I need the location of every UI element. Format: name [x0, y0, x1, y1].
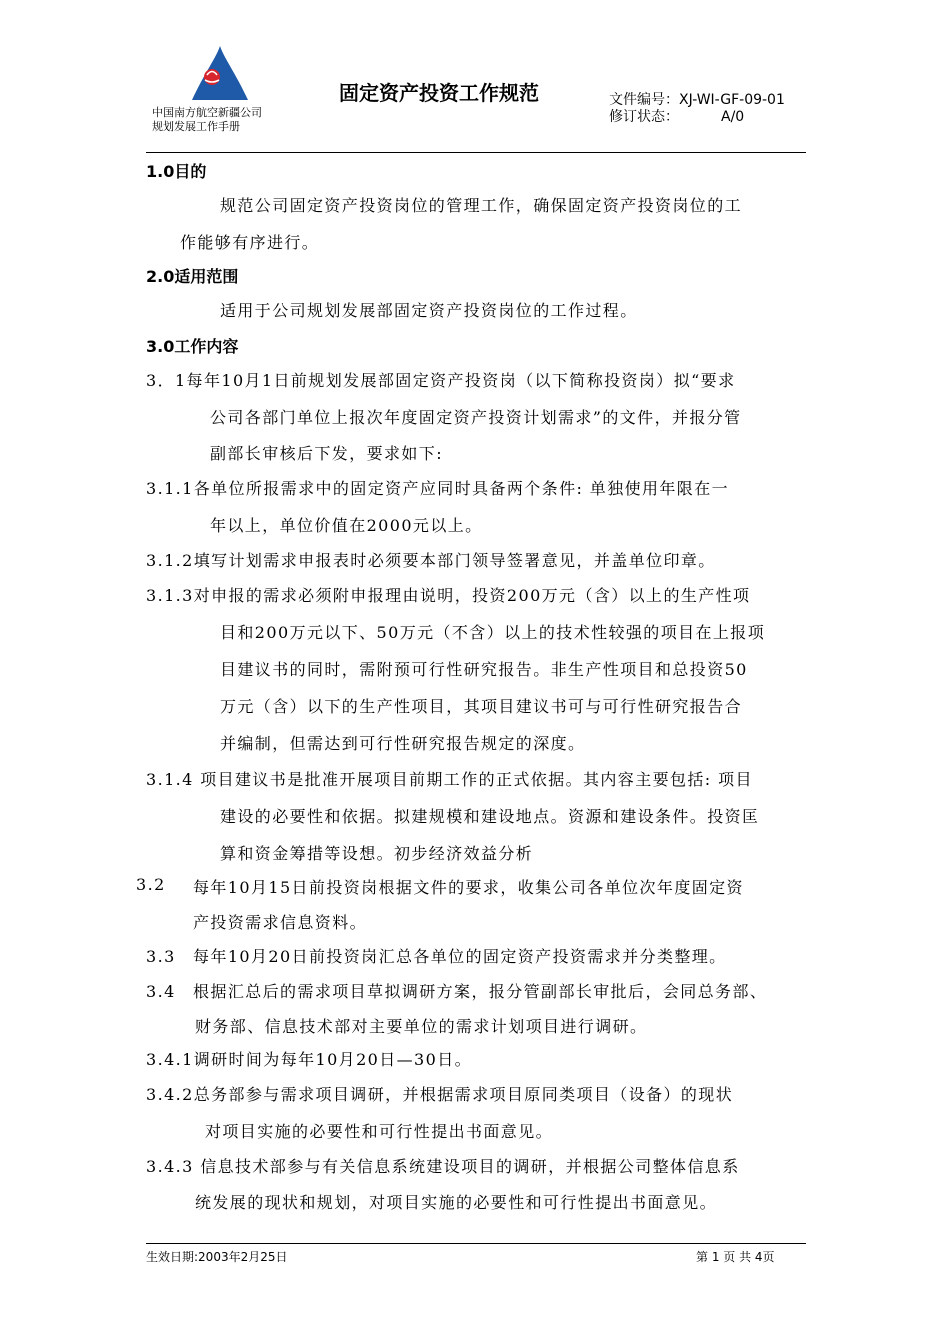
section-1-heading: 1.0目的: [146, 162, 207, 181]
p31-line2: 公司各部门单位上报次年度固定资产投资计划需求”的文件，并报分管: [210, 408, 742, 427]
company-line1: 中国南方航空新疆公司: [152, 106, 262, 119]
company-line2: 规划发展工作手册: [152, 120, 240, 133]
p313-line4: 万元（含）以下的生产性项目，其项目建议书可与可行性研究报告合: [220, 697, 743, 716]
doc-no: XJ-WI-GF-09-01: [679, 92, 785, 108]
revision-label: 修订状态：: [609, 109, 679, 125]
p34-line2: 财务部、信息技术部对主要单位的需求计划项目进行调研。: [195, 1017, 648, 1036]
s2-line1: 适用于公司规划发展部固定资产投资岗位的工作过程。: [220, 301, 638, 320]
p31-line3: 副部长审核后下发，要求如下:: [210, 444, 443, 463]
effective-date: 生效日期:2003年2月25日: [146, 1250, 288, 1264]
p313-line3: 目建议书的同时，需附预可行性研究报告。非生产性项目和总投资50: [220, 660, 748, 679]
page-number: 第 1 页 共 4页: [696, 1250, 775, 1264]
p31-line1: 3．1每年10月1日前规划发展部固定资产投资岗（以下简称投资岗）拟“要求: [146, 371, 736, 390]
p33-line1: 3.3 每年10月20日前投资岗汇总各单位的固定资产投资需求并分类整理。: [146, 947, 727, 966]
p34-line1: 3.4 根据汇总后的需求项目草拟调研方案，报分管副部长审批后，会同总务部、: [146, 982, 768, 1001]
s1-line1: 规范公司固定资产投资岗位的管理工作，确保固定资产投资岗位的工: [220, 196, 743, 215]
p313-line5: 并编制，但需达到可行性研究报告规定的深度。: [220, 734, 586, 753]
header-rule: [146, 152, 806, 153]
doc-no-label: 文件编号：: [609, 92, 679, 108]
p342-line2: 对项目实施的必要性和可行性提出书面意见。: [205, 1122, 554, 1141]
footer-rule: [146, 1243, 806, 1244]
s1-line2: 作能够有序进行。: [180, 233, 320, 252]
p314-line3: 算和资金筹措等设想。初步经济效益分析: [220, 844, 534, 863]
section-2-heading: 2.0适用范围: [146, 267, 239, 286]
p343-line2: 统发展的现状和规划，对项目实施的必要性和可行性提出书面意见。: [195, 1193, 718, 1212]
p314-line2: 建设的必要性和依据。拟建规模和建设地点。资源和建设条件。投资匡: [220, 807, 760, 826]
p341-line1: 3.4.1调研时间为每年10月20日—30日。: [146, 1050, 472, 1069]
company-logo: [190, 44, 250, 102]
p311-line1: 3.1.1各单位所报需求中的固定资产应同时具备两个条件: 单独使用年限在一: [146, 479, 729, 498]
section-3-heading: 3.0工作内容: [146, 337, 239, 356]
p32-number: 3.2: [136, 875, 166, 894]
p312-line1: 3.1.2填写计划需求申报表时必须要本部门领导签署意见，并盖单位印章。: [146, 551, 716, 570]
p342-line1: 3.4.2总务部参与需求项目调研，并根据需求项目原同类项目（设备）的现状: [146, 1085, 734, 1104]
p32-line2: 产投资需求信息资料。: [193, 913, 368, 932]
company-name: [152, 106, 262, 134]
p313-line1: 3.1.3对申报的需求必须附申报理由说明，投资200万元（含）以上的生产性项: [146, 586, 751, 605]
revision: A/0: [721, 109, 745, 125]
p311-line2: 年以上，单位价值在2000元以上。: [210, 516, 483, 535]
document-title: 固定资产投资工作规范: [339, 81, 539, 105]
p32-line1: 每年10月15日前投资岗根据文件的要求，收集公司各单位次年度固定资: [193, 878, 744, 897]
p343-line1: 3.4.3 信息技术部参与有关信息系统建设项目的调研，并根据公司整体信息系: [146, 1157, 740, 1176]
document-info: [609, 92, 785, 126]
p313-line2: 目和200万元以下、50万元（不含）以上的技术性较强的项目在上报项: [220, 623, 766, 642]
p314-line1: 3.1.4 项目建议书是批准开展项目前期工作的正式依据。其内容主要包括: 项目: [146, 770, 753, 789]
